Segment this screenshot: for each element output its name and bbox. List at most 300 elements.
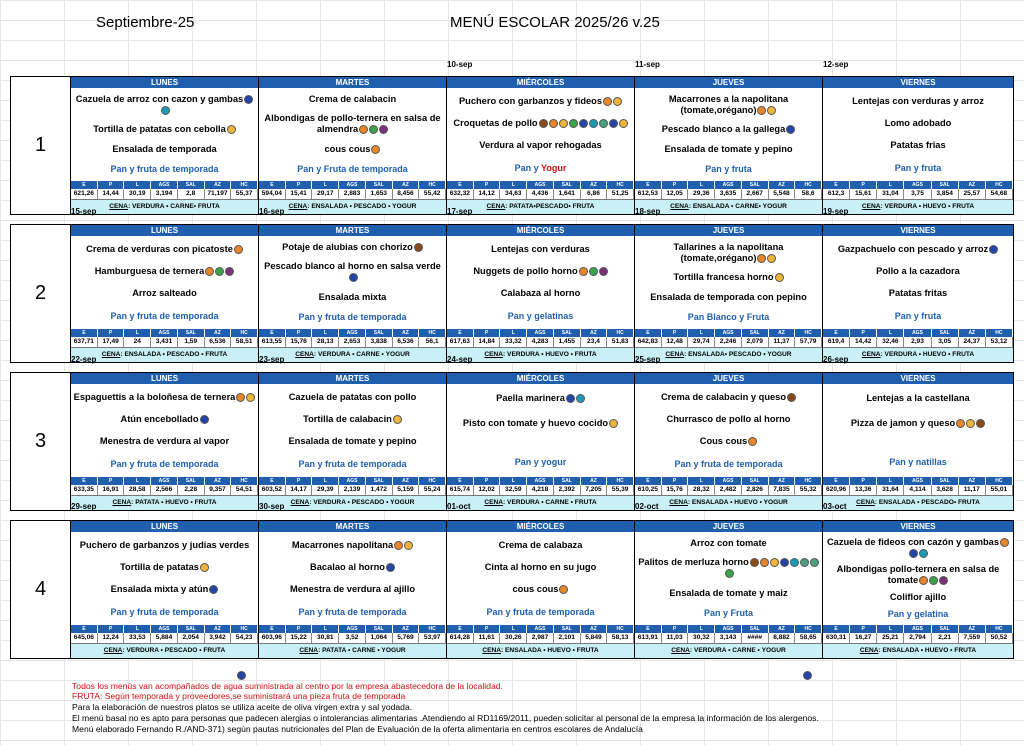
dish-name: Ensalada de temporada (112, 143, 217, 154)
nutrition-table (259, 329, 446, 347)
dish-name: Cazuela de patatas con pollo (288, 391, 417, 402)
day-header: VIERNES (823, 225, 1013, 236)
egg-allergen-icon (200, 563, 209, 572)
fish-allergen-icon (244, 95, 253, 104)
nutrition-header: E P L AGS SAL AZ HC (823, 477, 1013, 485)
gluten-allergen-icon (394, 541, 403, 550)
dish-name: Crema de calabacin y queso (661, 392, 796, 403)
dish-name: Ensalada de temporada con pepino (650, 291, 807, 302)
nutrition-header: E P L AGS SAL AZ HC (635, 625, 822, 633)
dish-name: Lentejas a la castellana (866, 392, 970, 403)
nutrition-header: E P L AGS SAL AZ HC (823, 329, 1013, 337)
nutrition-table (447, 477, 634, 495)
fish-allergen-icon (909, 549, 918, 558)
dish-name: Menestra de verdura al ajillo (289, 583, 416, 594)
dish-name: cous cous (513, 584, 569, 595)
dish-name: Patatas fritas (888, 287, 948, 298)
dish-list (259, 88, 446, 180)
day-header: LUNES (71, 77, 258, 88)
day-header: MIÉRCOLES (447, 77, 634, 88)
dish-name: Lomo adobado (884, 117, 952, 128)
mollusc-allergen-icon (161, 106, 170, 115)
dish-name: Puchero con garbanzos y fideos (459, 96, 622, 107)
gluten-allergen-icon (234, 245, 243, 254)
mollusc-allergen-icon (790, 558, 799, 567)
nutrition-table (447, 181, 634, 199)
day-header: JUEVES (635, 77, 822, 88)
gluten-allergen-icon (1000, 538, 1009, 547)
day-date: 26-sep (823, 355, 849, 364)
day-header: JUEVES (635, 373, 822, 384)
dinner-suggestion: CENA: VERDURA • HUEVO • FRUTA (823, 199, 1013, 214)
gluten-allergen-icon (757, 106, 766, 115)
fish-allergen-icon (989, 245, 998, 254)
nutrition-header: E P L AGS SAL AZ HC (71, 477, 258, 485)
day-column (259, 225, 447, 362)
dish-name: Ensalada de tomate y pepino (664, 143, 793, 154)
nutrition-header: E P L AGS SAL AZ HC (635, 329, 822, 337)
nutrition-values: 612,3 15,61 31,04 3,75 3,854 25,57 54,68 (823, 189, 1013, 199)
dish-list (259, 532, 446, 624)
footer-note: Todos los menús van acompañados de agua suministrada al centro por la empresa abastecedora de la localidad. (72, 681, 503, 691)
dinner-suggestion: CENA: PATATA • HUEVO • FRUTA (71, 495, 258, 510)
day-header: JUEVES (635, 521, 822, 532)
day-column (259, 373, 447, 510)
nutrition-values: 613,91 11,03 30,32 3,143 #### 8,882 58,65 (635, 633, 822, 643)
dish-name: Cinta al horno en su jugo (484, 561, 597, 572)
egg-allergen-icon (767, 254, 776, 263)
sulph-allergen-icon (810, 558, 819, 567)
day-column (259, 77, 447, 214)
dish-list (635, 384, 822, 476)
nutrition-header: E P L AGS SAL AZ HC (259, 625, 446, 633)
dish-name: Lentejas con verduras y arroz (852, 95, 984, 106)
week-number: 2 (11, 225, 71, 362)
dinner-suggestion: CENA: ENSALADA • HUEVO • YOGUR (635, 495, 822, 510)
nutrition-table (823, 625, 1013, 643)
nutrition-table (71, 181, 258, 199)
dish-list (71, 88, 258, 180)
nutrition-values: 619,4 14,42 32,46 2,93 3,05 24,37 53,12 (823, 337, 1013, 347)
dessert-bread: Pan y gelatinas (507, 310, 574, 321)
nutrition-header: E P L AGS SAL AZ HC (259, 181, 446, 189)
dish-list (635, 532, 822, 624)
dessert-bread: Pan y Fruta (703, 607, 753, 618)
week-block (10, 372, 1014, 511)
day-date: 18-sep (635, 207, 661, 216)
day-column (823, 521, 1014, 658)
dessert-bread: Pan y Yogur (514, 162, 567, 173)
nutrition-values: 617,63 14,84 33,32 4,283 1,455 23,4 51,83 (447, 337, 634, 347)
dinner-suggestion: CENA: VERDURA • HUEVO • FRUTA (823, 347, 1013, 362)
dessert-bread: Pan y fruta de temporada (110, 458, 219, 469)
gluten-allergen-icon (919, 576, 928, 585)
sulph-allergen-icon (800, 558, 809, 567)
nutrition-table (259, 625, 446, 643)
nutrition-values: 615,74 12,02 32,59 4,218 2,392 7,205 55,39 (447, 485, 634, 495)
nutrition-table (447, 329, 634, 347)
dish-name: Espaguettis a la boloñesa de ternera (74, 392, 256, 403)
egg-allergen-icon (770, 558, 779, 567)
day-column (635, 521, 823, 658)
dish-name: Ensalada de tomate y pepino (288, 435, 417, 446)
day-column (71, 225, 259, 362)
dinner-suggestion: CENA: VERDURA • CARNE • YOGUR (259, 347, 446, 362)
day-date: 25-sep (635, 355, 661, 364)
day-column (71, 77, 259, 214)
nutrition-table (635, 181, 822, 199)
dish-list (447, 236, 634, 328)
nutrition-header: E P L AGS SAL AZ HC (823, 625, 1013, 633)
dessert-bread: Pan y gelatina (887, 609, 949, 620)
dinner-suggestion: CENA: VERDURA • HUEVO • FRUTA (447, 347, 634, 362)
dish-list (447, 88, 634, 180)
fish-allergen-icon (209, 585, 218, 594)
nutrition-table (635, 625, 822, 643)
day-date: 02-oct (635, 502, 659, 511)
day-column (71, 521, 259, 658)
week-block (10, 76, 1014, 215)
dish-name: Hamburguesa de ternera (95, 266, 235, 277)
day-date: 19-sep (823, 207, 849, 216)
dish-name: Tortilla de patatas con cebolla (93, 124, 236, 135)
nutrition-table (635, 477, 822, 495)
nutrition-header: E P L AGS SAL AZ HC (447, 477, 634, 485)
fish-allergen-icon (786, 125, 795, 134)
dish-name: Coliflor ajillo (889, 591, 947, 602)
week-block (10, 224, 1014, 363)
egg-allergen-icon (393, 415, 402, 424)
day-date: 03-oct (823, 502, 847, 511)
fish-allergen-icon (579, 119, 588, 128)
day-header: MIÉRCOLES (447, 225, 634, 236)
dish-name: Pollo a la cazadora (876, 265, 960, 276)
day-date: 30-sep (259, 502, 285, 511)
day-date: 15-sep (71, 207, 97, 216)
nutrition-table (259, 181, 446, 199)
nutrition-table (71, 329, 258, 347)
dish-name: Albondigas pollo-ternera en salsa de tomate (836, 564, 1000, 586)
nutrition-values: 613,55 15,76 28,13 2,653 3,838 6,536 56,1 (259, 337, 446, 347)
dish-name: Pescado blanco al horno en salsa verde (261, 261, 444, 283)
celery-allergen-icon (589, 267, 598, 276)
dinner-suggestion: CENA: PATATA • CARNE • YOGUR (259, 643, 446, 658)
mollusc-allergen-icon (919, 549, 928, 558)
egg-allergen-icon (227, 125, 236, 134)
nutrition-header: E P L AGS SAL AZ HC (71, 181, 258, 189)
nutrition-header: E P L AGS SAL AZ HC (635, 181, 822, 189)
dessert-bread: Pan y fruta de temporada (486, 606, 595, 617)
nutrition-values: 621,26 14,44 30,19 3,194 2,8 71,197 55,37 (71, 189, 258, 199)
day-column (635, 225, 823, 362)
nutrition-header: E P L AGS SAL AZ HC (71, 329, 258, 337)
gluten-allergen-icon (359, 125, 368, 134)
nutrition-header: E P L AGS SAL AZ HC (447, 181, 634, 189)
nutrition-header: E P L AGS SAL AZ HC (71, 625, 258, 633)
nutrition-values: 612,53 12,05 29,36 3,635 2,667 5,548 58,6 (635, 189, 822, 199)
day-header: JUEVES (635, 225, 822, 236)
footer-note: Para la elaboración de nuestros platos se utiliza aceite de oliva virgen extra y sal yodada. (72, 702, 413, 712)
day-header: MARTES (259, 225, 446, 236)
nutrition-values: 637,71 17,49 24 3,431 1,59 6,536 58,51 (71, 337, 258, 347)
dish-list (71, 384, 258, 476)
dish-name: Pescado blanco a la gallega (662, 124, 796, 135)
nutrition-values: 632,32 14,12 34,63 4,436 1,641 6,86 51,25 (447, 189, 634, 199)
dish-list (823, 88, 1013, 180)
day-header: LUNES (71, 373, 258, 384)
dessert-bread: Pan y fruta (894, 162, 942, 173)
dish-list (71, 236, 258, 328)
dish-name: Albondigas de pollo-ternera en salsa de almendra (264, 113, 441, 135)
dinner-suggestion: CENA: PATATA•PESCADO• FRUTA (447, 199, 634, 214)
gluten-allergen-icon (205, 267, 214, 276)
gluten-allergen-icon (748, 437, 757, 446)
dish-name: Cazuela de fideos con cazón y gambas (825, 537, 1011, 559)
dinner-suggestion: CENA: VERDURA • PESCADO • YOGUR (259, 495, 446, 510)
menu-month: Septiembre-25 (96, 14, 195, 31)
day-column (447, 521, 635, 658)
day-header: VIERNES (823, 77, 1013, 88)
dish-list (447, 532, 634, 624)
dinner-suggestion: CENA: VERDURA • CARNE• FRUTA (71, 199, 258, 214)
dish-name: Ensalada de tomate y maiz (669, 587, 788, 598)
dish-name: Tortilla de patatas (120, 562, 209, 573)
dish-name: Crema de calabacin (308, 94, 397, 105)
nutrition-table (635, 329, 822, 347)
milk-allergen-icon (787, 393, 796, 402)
week-number: 3 (11, 373, 71, 510)
dish-name: Churrasco de pollo al horno (666, 413, 791, 424)
dinner-suggestion: CENA: VERDURA • CARNE • FRUTA (447, 495, 634, 510)
nutrition-header: E P L AGS SAL AZ HC (259, 329, 446, 337)
egg-allergen-icon (609, 419, 618, 428)
day-column (71, 373, 259, 510)
soy-allergen-icon (225, 267, 234, 276)
mollusc-allergen-icon (576, 394, 585, 403)
nutrition-table (259, 477, 446, 495)
dish-name: Tortilla de calabacin (303, 414, 402, 425)
dish-name: Calabaza al horno (500, 287, 581, 298)
fish-allergen-icon (386, 563, 395, 572)
dish-name: Potaje de alubias con chorizo (282, 242, 423, 253)
week-number: 1 (11, 77, 71, 214)
gluten-allergen-icon (236, 393, 245, 402)
gluten-allergen-icon (559, 585, 568, 594)
dish-name: Ensalada mixta (318, 291, 387, 302)
dish-name: Macarrones napolitana (292, 540, 413, 551)
egg-allergen-icon (767, 106, 776, 115)
celery-allergen-icon (725, 569, 734, 578)
dish-name: Arroz salteado (132, 287, 197, 298)
egg-allergen-icon (613, 97, 622, 106)
week-block (10, 520, 1014, 659)
nutrition-values: 610,25 15,76 28,32 2,482 2,826 7,835 55,32 (635, 485, 822, 495)
nutrition-table (71, 625, 258, 643)
milk-allergen-icon (414, 243, 423, 252)
fish-allergen-icon (349, 273, 358, 282)
nutrition-values: 603,52 14,17 29,39 2,139 1,472 5,159 55,24 (259, 485, 446, 495)
dinner-suggestion: CENA: ENSALADA • PESCADO • FRUTA (71, 347, 258, 362)
day-date: 16-sep (259, 207, 285, 216)
fish-allergen-icon (237, 671, 246, 680)
celery-allergen-icon (929, 576, 938, 585)
dish-name: Palitos de merluza horno (637, 557, 820, 579)
dish-name: Crema de verduras con picatoste (86, 244, 243, 255)
nutrition-values: 603,96 15,22 30,81 3,52 1,064 5,769 53,97 (259, 633, 446, 643)
gluten-allergen-icon (956, 419, 965, 428)
dish-name: Tortilla francesa horno (673, 272, 783, 283)
dish-name: Lentejas con verduras (491, 243, 590, 254)
dish-name: Croquetas de pollo (453, 118, 627, 129)
week-number: 4 (11, 521, 71, 658)
soy-allergen-icon (939, 576, 948, 585)
dish-name: Arroz con tomate (690, 538, 767, 549)
day-column (823, 225, 1014, 362)
dessert-bread: Pan y yogur (514, 457, 567, 468)
day-column (635, 77, 823, 214)
dish-name: Patatas frias (890, 139, 946, 150)
egg-allergen-icon (559, 119, 568, 128)
nutrition-table (823, 181, 1013, 199)
day-date: 11-sep (635, 60, 660, 69)
milk-allergen-icon (539, 119, 548, 128)
day-date: 24-sep (447, 355, 473, 364)
day-header: VIERNES (823, 521, 1013, 532)
dessert-bread: Pan y fruta de temporada (298, 458, 407, 469)
egg-allergen-icon (246, 393, 255, 402)
sulph-allergen-icon (599, 119, 608, 128)
day-header: LUNES (71, 521, 258, 532)
nutrition-header: E P L AGS SAL AZ HC (259, 477, 446, 485)
gluten-allergen-icon (603, 97, 612, 106)
soy-allergen-icon (599, 267, 608, 276)
nutrition-values: 645,06 12,24 33,53 5,884 2,054 3,942 54,23 (71, 633, 258, 643)
dish-name: Atún encebollado (121, 414, 209, 425)
dinner-suggestion: CENA: ENSALADA • PESCADO • YOGUR (259, 199, 446, 214)
dish-list (259, 384, 446, 476)
dish-name: Nuggets de pollo horno (473, 266, 607, 277)
nutrition-table (823, 329, 1013, 347)
dish-name: Pizza de jamon y queso (851, 418, 985, 429)
dish-name: Pisto con tomate y huevo cocido (463, 418, 618, 429)
dinner-suggestion: CENA: ENSALADA • HUEVO • FRUTA (823, 643, 1013, 658)
dish-name: Crema de calabaza (498, 539, 583, 550)
day-date: 29-sep (71, 502, 97, 511)
day-date: 22-sep (71, 355, 97, 364)
nutrition-values: 642,83 12,48 29,74 2,246 2,079 11,37 57,79 (635, 337, 822, 347)
dish-name: Tallarines a la napolitana (tomate,orégano) (673, 242, 784, 264)
dish-name: Macarrones a la napolitana (tomate,orégano) (668, 94, 789, 116)
dish-list (447, 384, 634, 476)
dish-list (635, 236, 822, 328)
day-header: MIÉRCOLES (447, 373, 634, 384)
day-column (823, 373, 1014, 510)
day-header: MARTES (259, 77, 446, 88)
day-column (447, 77, 635, 214)
dessert-bread: Pan y Fruta de temporada (297, 163, 408, 174)
dinner-suggestion: CENA: VERDURA • PESCADO • FRUTA (71, 643, 258, 658)
nutrition-table (71, 477, 258, 495)
day-header: VIERNES (823, 373, 1013, 384)
footer-note: El menú basal no es apto para personas que padecen alergias o intolerancias alimentarias .Atendiendo al RD1169/2011, pueden solicitar al personal de la empresa la información de los alergenos. (72, 713, 819, 723)
soy-allergen-icon (379, 125, 388, 134)
fish-allergen-icon (200, 415, 209, 424)
dish-name: Puchero de garbanzos y judias verdes (79, 539, 250, 550)
celery-allergen-icon (569, 119, 578, 128)
day-date: 01-oct (447, 502, 471, 511)
day-header: MIÉRCOLES (447, 521, 634, 532)
day-column (635, 373, 823, 510)
dish-name: Paella marinera (496, 393, 585, 404)
milk-allergen-icon (976, 419, 985, 428)
nutrition-values: 630,31 16,27 25,21 2,794 2,21 7,559 50,52 (823, 633, 1013, 643)
dish-list (259, 236, 446, 328)
fish-allergen-icon (566, 394, 575, 403)
dish-name: Verdura al vapor rehogadas (479, 139, 602, 150)
dessert-bread: Pan y fruta (705, 163, 752, 174)
dessert-bread: Pan y natillas (889, 457, 947, 468)
celery-allergen-icon (369, 125, 378, 134)
day-column (259, 521, 447, 658)
day-date: 17-sep (447, 207, 473, 216)
dish-name: Gazpachuelo con pescado y arroz (838, 244, 998, 255)
egg-allergen-icon (619, 119, 628, 128)
footer-note: FRUTA: Según temporada y proveedores,se suministrará una pieza fruta de temporada (72, 691, 406, 701)
dessert-bread: Pan y fruta de temporada (110, 310, 219, 321)
dinner-suggestion: CENA: ENSALADA • CARNE• YOGUR (635, 199, 822, 214)
dessert-bread: Pan y fruta de temporada (298, 606, 407, 617)
gluten-allergen-icon (371, 145, 380, 154)
dinner-suggestion: CENA: ENSALADA • HUEVO • FRUTA (447, 643, 634, 658)
egg-allergen-icon (966, 419, 975, 428)
footer-note: Menú elaborado Fernando R./AND-371) según pautas nutricionales del Plan de Evaluación de la oferta alimentaria en centros escolares de Andalucía (72, 724, 643, 734)
dessert-bread: Pan Blanco y Fruta (687, 311, 770, 322)
dinner-suggestion: CENA: ENSALADA • PESCADO• FRUTA (823, 495, 1013, 510)
dish-name: cous cous (325, 144, 381, 155)
menu-title: MENÚ ESCOLAR 2025/26 v.25 (450, 14, 660, 31)
day-date: 10-sep (447, 60, 473, 69)
dessert-bread: Pan y fruta de temporada (110, 606, 219, 617)
gluten-allergen-icon (549, 119, 558, 128)
milk-allergen-icon (750, 558, 759, 567)
nutrition-header: E P L AGS SAL AZ HC (447, 625, 634, 633)
dessert-bread: Pan y fruta (894, 310, 942, 321)
gluten-allergen-icon (760, 558, 769, 567)
egg-allergen-icon (404, 541, 413, 550)
day-header: LUNES (71, 225, 258, 236)
nutrition-values: 633,35 16,91 28,58 2,566 2,28 9,357 54,51 (71, 485, 258, 495)
day-date: 23-sep (259, 355, 285, 364)
dessert-bread: Pan y fruta de temporada (110, 163, 219, 174)
dish-name: Bacalao al horno (310, 562, 395, 573)
dish-list (823, 532, 1013, 624)
egg-allergen-icon (775, 273, 784, 282)
nutrition-values: 614,28 11,61 30,26 2,987 2,101 5,849 58,13 (447, 633, 634, 643)
day-column (447, 373, 635, 510)
dinner-suggestion: CENA: VERDURA • CARNE • YOGUR (635, 643, 822, 658)
dish-name: Ensalada mixta y atún (111, 584, 219, 595)
nutrition-table (447, 625, 634, 643)
fish-allergen-icon (803, 671, 812, 680)
dessert-bread: Pan y fruta de temporada (298, 311, 407, 322)
dessert-bread: Pan y fruta de temporada (674, 458, 783, 469)
day-date: 12-sep (823, 60, 849, 69)
fish-allergen-icon (609, 119, 618, 128)
dish-list (823, 236, 1013, 328)
dish-name: Menestra de verdura al vapor (99, 435, 230, 446)
dish-list (823, 384, 1013, 476)
gluten-allergen-icon (579, 267, 588, 276)
